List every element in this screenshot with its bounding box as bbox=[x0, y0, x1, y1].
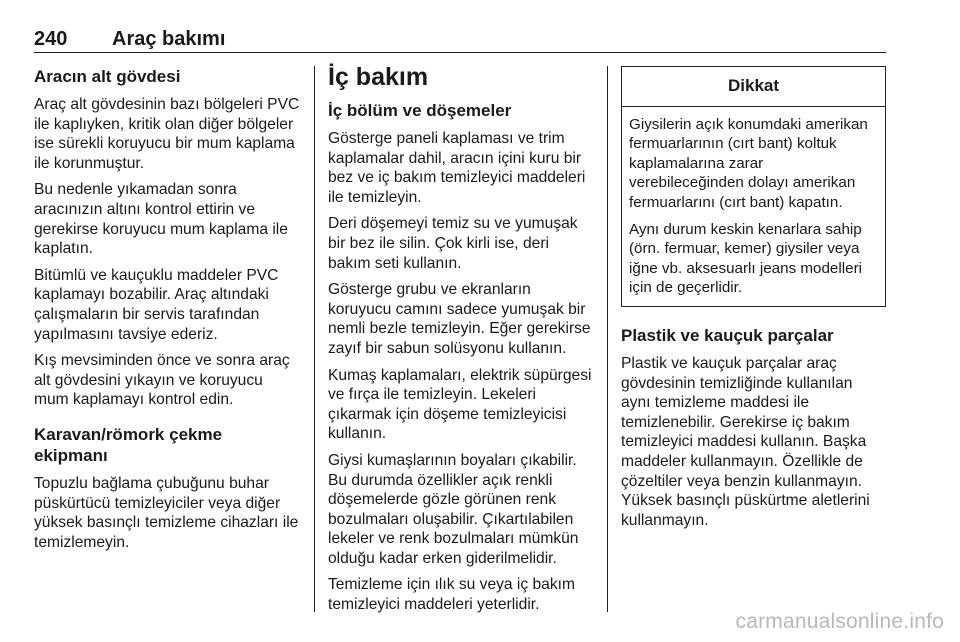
section-heading-underbody: Aracın alt gövdesi bbox=[34, 67, 181, 86]
paragraph: Bu nedenle yıkamadan sonra aracınızın altını kontrol ettirin ve gerekirse koruyucu mum kaplama ile kaplatın. bbox=[34, 181, 288, 258]
paragraph: Kış mevsiminden önce ve sonra araç alt gövdesini yıkayın ve koruyucu mum kaplamayı kontrol edin. bbox=[34, 352, 290, 409]
sub-heading-interior-upholstery: İç bölüm ve döşemeler bbox=[328, 101, 512, 120]
paragraph: Giysi kumaşlarının boyaları çıkabilir. Bu durumda özellikler açık renkli döşemelerde gözle görünen renk bozulmaları oluşabilir. Çıkartılabilen lekeler ve renk bozulmaları mümkün olduğu kadar erken giderilmelidir. bbox=[328, 451, 579, 567]
section-heading-plastic-rubber: Plastik ve kauçuk parçalar bbox=[621, 325, 834, 345]
paragraph: Temizleme için ılık su veya iç bakım temizleyici maddeleri yeterlidir. bbox=[328, 576, 575, 614]
page-header bbox=[34, 22, 886, 53]
paragraph: Kumaş kaplamaları, elektrik süpürgesi ve fırça ile temizleyin. Lekeleri çıkarmak için döşeme temizleyicisi kullanın. bbox=[328, 366, 592, 443]
caution-title: Dikkat bbox=[622, 67, 885, 107]
paragraph: Deri döşemeyi temiz su ve yumuşak bir bez ile silin. Çok kirli ise, deri bakım seti kullanın. bbox=[328, 215, 578, 272]
section-heading-towing: Karavan/römork çekme ekipmanı bbox=[34, 424, 223, 465]
paragraph: Gösterge paneli kaplaması ve trim kaplamalar dahil, aracın içini kuru bir bez ve iç bakım temizleyici maddeleri ile temizleyin. bbox=[328, 130, 586, 206]
column-divider-left bbox=[314, 66, 315, 612]
column-left bbox=[34, 66, 300, 559]
page-title: Araç bakımı bbox=[112, 28, 226, 50]
watermark: carmanualsonline.info bbox=[735, 610, 944, 633]
caution-body bbox=[622, 107, 885, 306]
section-title-interior-care: İç bakım bbox=[328, 63, 429, 91]
paragraph: Topuzlu bağlama çubuğunu buhar püskürtücü temizleyiciler veya diğer yüksek basınçlı temizleme cihazları ile temizlemeyin. bbox=[34, 474, 299, 551]
caution-box bbox=[621, 66, 886, 307]
paragraph: Gösterge grubu ve ekranların koruyucu camını sadece yumuşak bir nemli bezle temizleyin. Eğer gerekirse zayıf bir sabun solüsyonu kullanın. bbox=[328, 281, 591, 357]
paragraph: Bitümlü ve kauçuklu maddeler PVC kaplamayı bozabilir. Araç altındaki çalışmaların bir servis tarafından yapılmasını tavsiye ederiz. bbox=[34, 266, 279, 343]
paragraph: Plastik ve kauçuk parçalar araç gövdesinin temizliğinde kullanılan aynı temizleme maddesi ile temizlenebilir. Gerekirse iç bakım temizleyici maddesi kullanın. Başka maddeler kullanmayın. Özellikle de çözeltiler veya benzin kullanmayın. Yüksek basınçlı püskürtme aletlerini kullanmayın. bbox=[621, 354, 870, 529]
page-number: 240 bbox=[34, 28, 68, 50]
column-divider-right bbox=[607, 66, 608, 612]
caution-paragraph: Aynı durum keskin kenarlara sahip (örn. fermuar, kemer) giysiler veya iğne vb. aksesuarlı jeans modelleri için de geçerlidir. bbox=[629, 220, 862, 297]
caution-paragraph: Giysilerin açık konumdaki amerikan fermuarlarının (cırt bant) koltuk kaplamalarına zarar verebileceğinden dolayı amerikan fermuarlarını (cırt bant) kapatın. bbox=[629, 115, 868, 211]
column-middle bbox=[328, 63, 592, 622]
column-right bbox=[621, 66, 886, 537]
paragraph: Araç alt gövdesinin bazı bölgeleri PVC ile kaplıyken, kritik olan diğer bölgeler ise sürekli koruyucu bir mum kaplama ile korunmuştur. bbox=[34, 96, 300, 172]
